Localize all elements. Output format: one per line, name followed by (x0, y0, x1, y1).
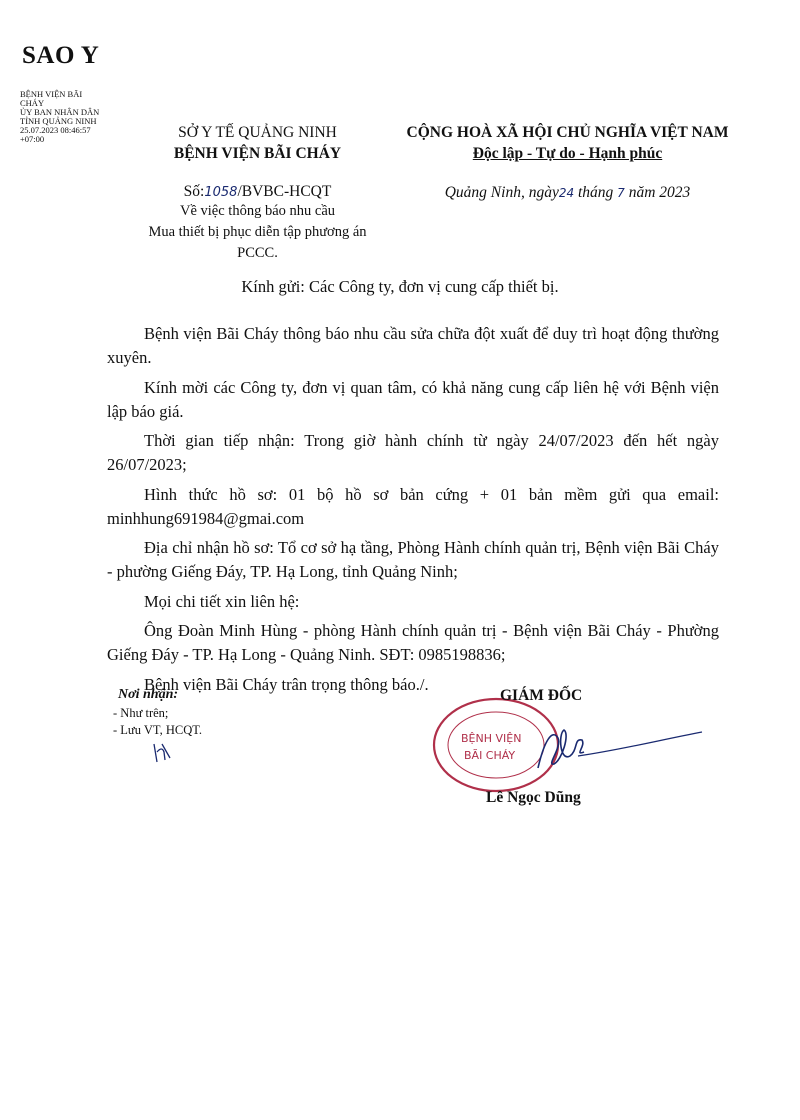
doc-number-handwritten: 1058 (204, 185, 238, 200)
day-handwritten: 24 (558, 186, 575, 200)
subject-line: PCCC. (237, 245, 278, 261)
handwritten-signature-icon (520, 708, 710, 788)
sig-line: TỈNH QUẢNG NINH (20, 116, 97, 126)
recipient-line: Kính gửi: Các Công ty, đơn vị cung cấp thiết bị. (241, 277, 559, 296)
doc-number-suffix: /BVBC-HCQT (237, 183, 332, 200)
subject-line: Về việc thông báo nhu cầu (179, 203, 336, 219)
sig-line: 25.07.2023 08:46:57 (20, 125, 91, 135)
country-name: CỘNG HOÀ XÃ HỘI CHỦ NGHĨA VIỆT NAM (406, 124, 729, 141)
month-label: tháng (574, 184, 618, 201)
signer-title: GIÁM ĐỐC (500, 687, 583, 704)
issuing-organization (130, 122, 385, 164)
distribution-list (113, 705, 202, 739)
department-name: SỞ Y TẾ QUẢNG NINH (178, 124, 337, 141)
sig-line: CHÁY (20, 98, 45, 108)
stamp-text-1: BỆNH VIỆN (461, 732, 522, 745)
body-paragraph: Ông Đoàn Minh Hùng - phòng Hành chính quản trị - Bệnh viện Bãi Cháy - Phường Giếng Đáy - TP. Hạ Long - Quảng Ninh. SĐT: 0985198836; (107, 621, 719, 664)
subject-line: Mua thiết bị phục diễn tập phương án (148, 224, 367, 240)
body-paragraph: Bệnh viện Bãi Cháy trân trọng thông báo./. (144, 674, 429, 694)
body-paragraph: Thời gian tiếp nhận: Trong giờ hành chính từ ngày 24/07/2023 đến hết ngày 26/07/2023; (107, 431, 719, 474)
organization-name: BỆNH VIỆN BÃI CHÁY (173, 145, 342, 162)
document-subject (130, 201, 385, 264)
distribution-title: Nơi nhận: (118, 687, 179, 702)
initials-mark-icon (150, 740, 180, 766)
year-label: năm 2023 (624, 184, 691, 201)
national-motto: Độc lập - Tự do - Hạnh phúc (472, 145, 663, 162)
place-date (395, 184, 740, 202)
distribution-item: - Lưu VT, HCQT. (113, 723, 203, 737)
body-paragraph: Bệnh viện Bãi Cháy thông báo nhu cầu sửa chữa đột xuất để duy trì hoạt động thường xuyên. (107, 324, 719, 367)
body-paragraph: Mọi chi tiết xin liên hệ: (144, 591, 300, 611)
body-paragraph: Kính mời các Công ty, đơn vị quan tâm, có khả năng cung cấp liên hệ với Bệnh viện lập báo giá. (107, 377, 719, 421)
body-paragraph: Hình thức hồ sơ: 01 bộ hồ sơ bản cứng + 01 bản mềm gửi qua email: minhhung691984@gmai.com (107, 484, 719, 528)
month-handwritten: 7 (617, 186, 625, 200)
document-body (107, 322, 719, 702)
place-date-prefix: Quảng Ninh, ngày (444, 184, 559, 201)
digital-signature-info (20, 90, 130, 144)
distribution-item: - Như trên; (113, 706, 169, 720)
doc-number-prefix: Số: (183, 183, 205, 200)
copy-title: SAO Y (22, 42, 100, 69)
document-number (130, 181, 385, 203)
national-header (395, 122, 740, 164)
sig-line: ỦY BAN NHÂN DÂN (20, 107, 100, 117)
stamp-text-2: BÃI CHÁY (464, 749, 516, 762)
sig-line: BỆNH VIỆN BÃI (20, 89, 83, 99)
body-paragraph: Địa chỉ nhận hồ sơ: Tổ cơ sở hạ tầng, Phòng Hành chính quản trị, Bệnh viện Bãi Cháy - phường Giếng Đáy, TP. Hạ Long, tỉnh Quảng Ninh; (107, 538, 719, 581)
signer-name: Lê Ngọc Dũng (486, 789, 581, 806)
sig-line: +07:00 (20, 134, 45, 144)
